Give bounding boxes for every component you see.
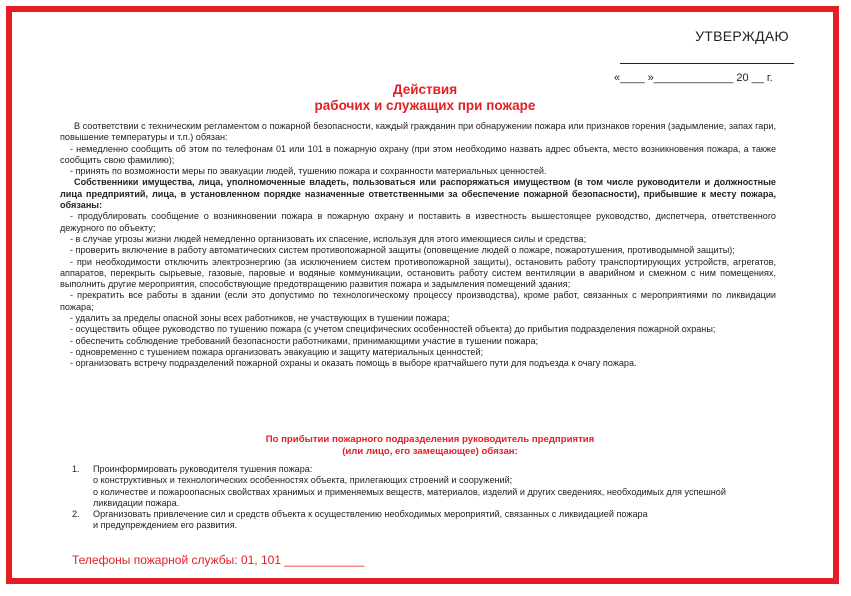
list-item-number: 1.: [72, 464, 80, 474]
bullet-duplicate: - продублировать сообщение о возникновении пожара в пожарную охрану и поставить в известность вышестоящее руководство, диспетчера, ответственного дежурного по объекту;: [60, 211, 776, 233]
title-line-1: Действия: [392, 82, 458, 97]
list-item-line: о количестве и пожароопасных свойствах хранимых и применяемых веществ, материалов, изделий и других сведениях, необходимых для успешной ликвидации пожара.: [93, 486, 726, 508]
duties-list: [72, 464, 772, 532]
bullet-evacuate: - принять по возможности меры по эвакуации людей, тушению пожара и сохранности материальных ценностей.: [70, 166, 547, 177]
bullet-power-off: - при необходимости отключить электроэнергию (за исключением систем противопожарной защиты), остановить работу транспортирующих устройств, агрегатов, аппаратов, перекрыть сырьевые, газовые, паровые и водяные коммуникации, остановить работу систем вентиляции в аварийном и смежном с ним помещениях, выполнить другие мероприятия, способствующие предотвращению развития пожара и задымления помещений здания;: [60, 256, 776, 290]
bullet-lead: - осуществить общее руководство по тушению пожара (с учетом специфических особенностей объекта) до прибытия подразделения пожарной охраны;: [70, 324, 716, 335]
bullet-protect-values: - одновременно с тушением пожара организовать эвакуацию и защиту материальных ценностей;: [70, 346, 484, 357]
signature-line: [620, 63, 794, 64]
date-line: «____ »_____________ 20 __ г.: [614, 72, 773, 84]
bullet-rescue: - в случае угрозы жизни людей немедленно организовать их спасение, используя для этого имеющиеся силы и средства;: [70, 233, 587, 244]
list-item-number: 2.: [72, 509, 80, 520]
bullet-meet: - организовать встречу подразделений пожарной охраны и оказать помощь в выборе кратчайшего пути для подъезда к очагу пожара.: [70, 358, 637, 369]
document-title: [300, 82, 550, 114]
paragraph-owners: Собственники имущества, лица, уполномоченные владеть, пользоваться или распоряжаться имуществом (в том числе руководители и должностные лица предприятий, лица, в установленном порядке назначенные ответственными за обеспечение пожарной безопасности), прибывшие к месту пожара, обязаны:: [60, 177, 776, 211]
list-item-text: [93, 464, 772, 509]
list-item-text: [93, 509, 772, 532]
bullet-safety: - обеспечить соблюдение требований безопасности работниками, принимающими участие в тушении пожара;: [70, 335, 539, 346]
document-body: [60, 121, 776, 370]
bullet-stop-work: - прекратить все работы в здании (если это допустимо по технологическому процессу производства), кроме работ, связанных с мероприятиями по ликвидации пожара;: [60, 290, 776, 312]
bullet-check-systems: - проверить включение в работу автоматических систем противопожарной защиты (оповещение людей о пожаре, пожаротушения, противодымной защиты);: [70, 245, 735, 256]
arrival-heading: [160, 434, 700, 458]
bullet-notify: - немедленно сообщить об этом по телефонам 01 или 101 в пожарную охрану (при этом необходимо назвать адрес объекта, место возникновения пожара, а также сообщить свою фамилию);: [60, 143, 776, 165]
list-item: [72, 464, 772, 509]
bullet-remove-workers: - удалить за пределы опасной зоны всех работников, не участвующих в тушении пожара;: [70, 313, 450, 324]
title-line-2: рабочих и служащих при пожаре: [314, 98, 536, 113]
list-item-line: Организовать привлечение сил и средств объекта к осуществлению необходимых мероприятий, связанных с ликвидацией пожара и предупреждением его развития.: [93, 509, 648, 531]
list-item-line: Проинформировать руководителя тушения пожара:: [93, 464, 313, 474]
paragraph-intro: В соответствии с техническим регламентом о пожарной безопасности, каждый гражданин при обнаружении пожара или признаков горения (задымление, запах гари, повышение температуры и т.п.) обязан:: [60, 121, 776, 143]
approve-label: УТВЕРЖДАЮ: [695, 28, 789, 44]
list-item: [72, 509, 772, 532]
arrival-heading-line-1: По прибытии пожарного подразделения руководитель предприятия: [265, 434, 595, 445]
arrival-heading-line-2: (или лицо, его замещающее) обязан:: [342, 446, 518, 457]
fire-service-phones: Телефоны пожарной службы: 01, 101 ____________: [72, 553, 365, 567]
list-item-line: о конструктивных и технологических особенностях объекта, прилегающих строений и сооружений;: [93, 475, 513, 486]
